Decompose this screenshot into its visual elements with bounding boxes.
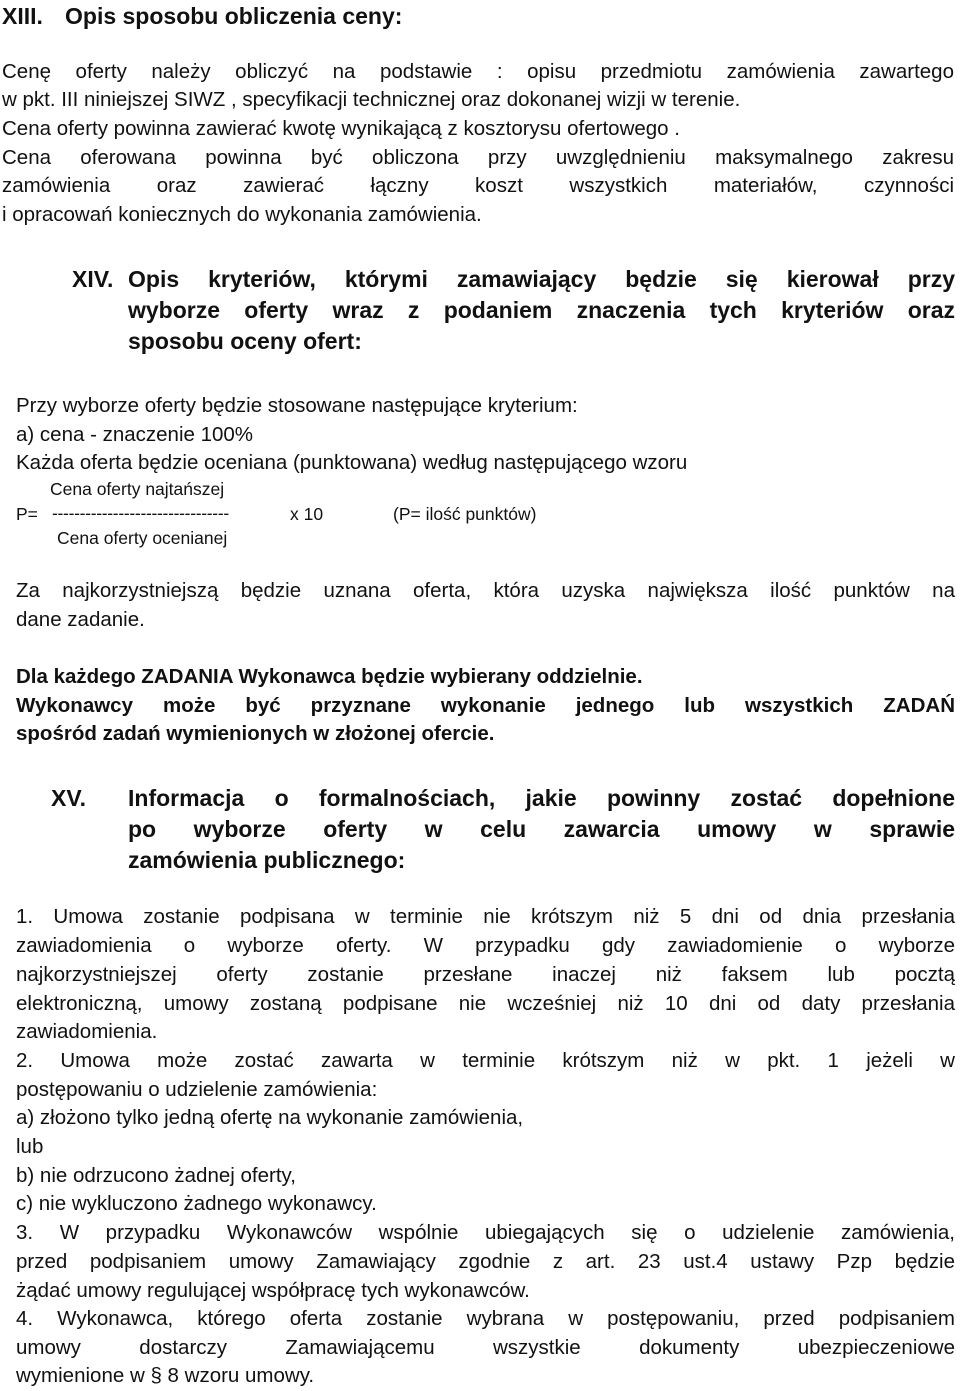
tasks-note-line: Wykonawcy może być przyznane wykonanie jednego lub wszystkich ZADAŃ	[16, 694, 955, 717]
section-15-line: b) nie odrzucono żadnej oferty,	[16, 1164, 296, 1187]
section-15-line: 3. W przypadku Wykonawców wspólnie ubiegających się o udzielenie zamówienia,	[16, 1221, 955, 1244]
section-14-title-line: sposobu oceny ofert:	[128, 328, 362, 354]
section-15-line: umowy dostarczy Zamawiającemu wszystkie dokumenty ubezpieczeniowe	[16, 1336, 955, 1359]
criteria-intro: Przy wyborze oferty będzie stosowane następujące kryterium:	[16, 394, 578, 417]
section-15-line: a) złożono tylko jedną ofertę na wykonanie zamówienia,	[16, 1106, 524, 1129]
section-14-title-line: Opis kryteriów, którymi zamawiający będzie się kierował przy	[128, 266, 955, 292]
section-15-line: zawiadomienia o wyborze oferty. W przypadku gdy zawiadomienie o wyborze	[16, 934, 955, 957]
section-15-line: 1. Umowa zostanie podpisana w terminie nie krótszym niż 5 dni od dnia przesłania	[16, 905, 955, 928]
section-14-number: XIV.	[72, 266, 114, 292]
formula-numerator: Cena oferty najtańszej	[50, 479, 225, 499]
section-15-line: najkorzystniejszej oferty zostanie przesłane inaczej niż faksem lub pocztą	[16, 963, 955, 986]
section-15-line: lub	[16, 1135, 44, 1158]
section-15-line: elektroniczną, umowy zostaną podpisane nie wcześniej niż 10 dni od daty przesłania	[16, 992, 955, 1015]
section-15-line: wymienione w § 8 wzoru umowy.	[16, 1364, 315, 1387]
section-15-line: zawiadomienia.	[16, 1020, 158, 1043]
section-15-title-line: po wyborze oferty w celu zawarcia umowy w sprawie	[128, 816, 955, 842]
section-15-line: postępowaniu o udzielenie zamówienia:	[16, 1078, 378, 1101]
formula-note: (P= ilość punktów)	[393, 504, 537, 524]
section-15-line: 2. Umowa może zostać zawarta w terminie krótszym niż w pkt. 1 jeżeli w	[16, 1049, 955, 1072]
criterion-price: a) cena - znaczenie 100%	[16, 423, 254, 446]
section-13-line: Cena oferty powinna zawierać kwotę wynikającą z kosztorysu ofertowego .	[2, 117, 680, 140]
section-13-line: Cenę oferty należy obliczyć na podstawie : opisu przedmiotu zamówienia zawartego	[2, 60, 954, 83]
section-13-title: Opis sposobu obliczenia ceny:	[65, 3, 403, 29]
section-15-line: przed podpisaniem umowy Zamawiający zgodnie z art. 23 ust.4 ustawy Pzp będzie	[16, 1250, 955, 1273]
formula-fraction-line: --------------------------------	[52, 503, 229, 523]
formula-p-label: P=	[16, 504, 38, 524]
section-13-line: Cena oferowana powinna być obliczona przy uwzględnieniu maksymalnego zakresu	[2, 146, 954, 169]
section-15-title-line: zamówienia publicznego:	[128, 847, 406, 873]
section-15-line: c) nie wykluczono żadnego wykonawcy.	[16, 1192, 377, 1215]
section-13-line: i opracowań koniecznych do wykonania zamówienia.	[2, 203, 482, 226]
tasks-note-line: Dla każdego ZADANIA Wykonawca będzie wybierany oddzielnie.	[16, 665, 643, 688]
tasks-note-line: spośród zadań wymienionych w złożonej ofercie.	[16, 722, 495, 745]
formula-denominator: Cena oferty ocenianej	[57, 528, 228, 548]
section-13-line: w pkt. III niniejszej SIWZ , specyfikacji technicznej oraz dokonanej wizji w terenie.	[2, 88, 741, 111]
section-15-title-line: Informacja o formalnościach, jakie powinny zostać dopełnione	[128, 785, 955, 811]
section-14-title-line: wyborze oferty wraz z podaniem znaczenia tych kryteriów oraz	[128, 297, 955, 323]
section-13-number: XIII.	[2, 3, 43, 29]
conclusion-line: Za najkorzystniejszą będzie uznana oferta, która uzyska największa ilość punktów na	[16, 579, 955, 602]
section-15-line: żądać umowy regulującej współpracę tych wykonawców.	[16, 1279, 530, 1302]
formula-intro: Każda oferta będzie oceniana (punktowana) według następującego wzoru	[16, 451, 688, 474]
section-15-number: XV.	[51, 785, 86, 811]
section-13-line: zamówienia oraz zawierać łączny koszt wszystkich materiałów, czynności	[2, 174, 954, 197]
section-15-line: 4. Wykonawca, którego oferta zostanie wybrana w postępowaniu, przed podpisaniem	[16, 1307, 955, 1330]
conclusion-line: dane zadanie.	[16, 608, 145, 631]
formula-multiplier: x 10	[290, 504, 324, 524]
